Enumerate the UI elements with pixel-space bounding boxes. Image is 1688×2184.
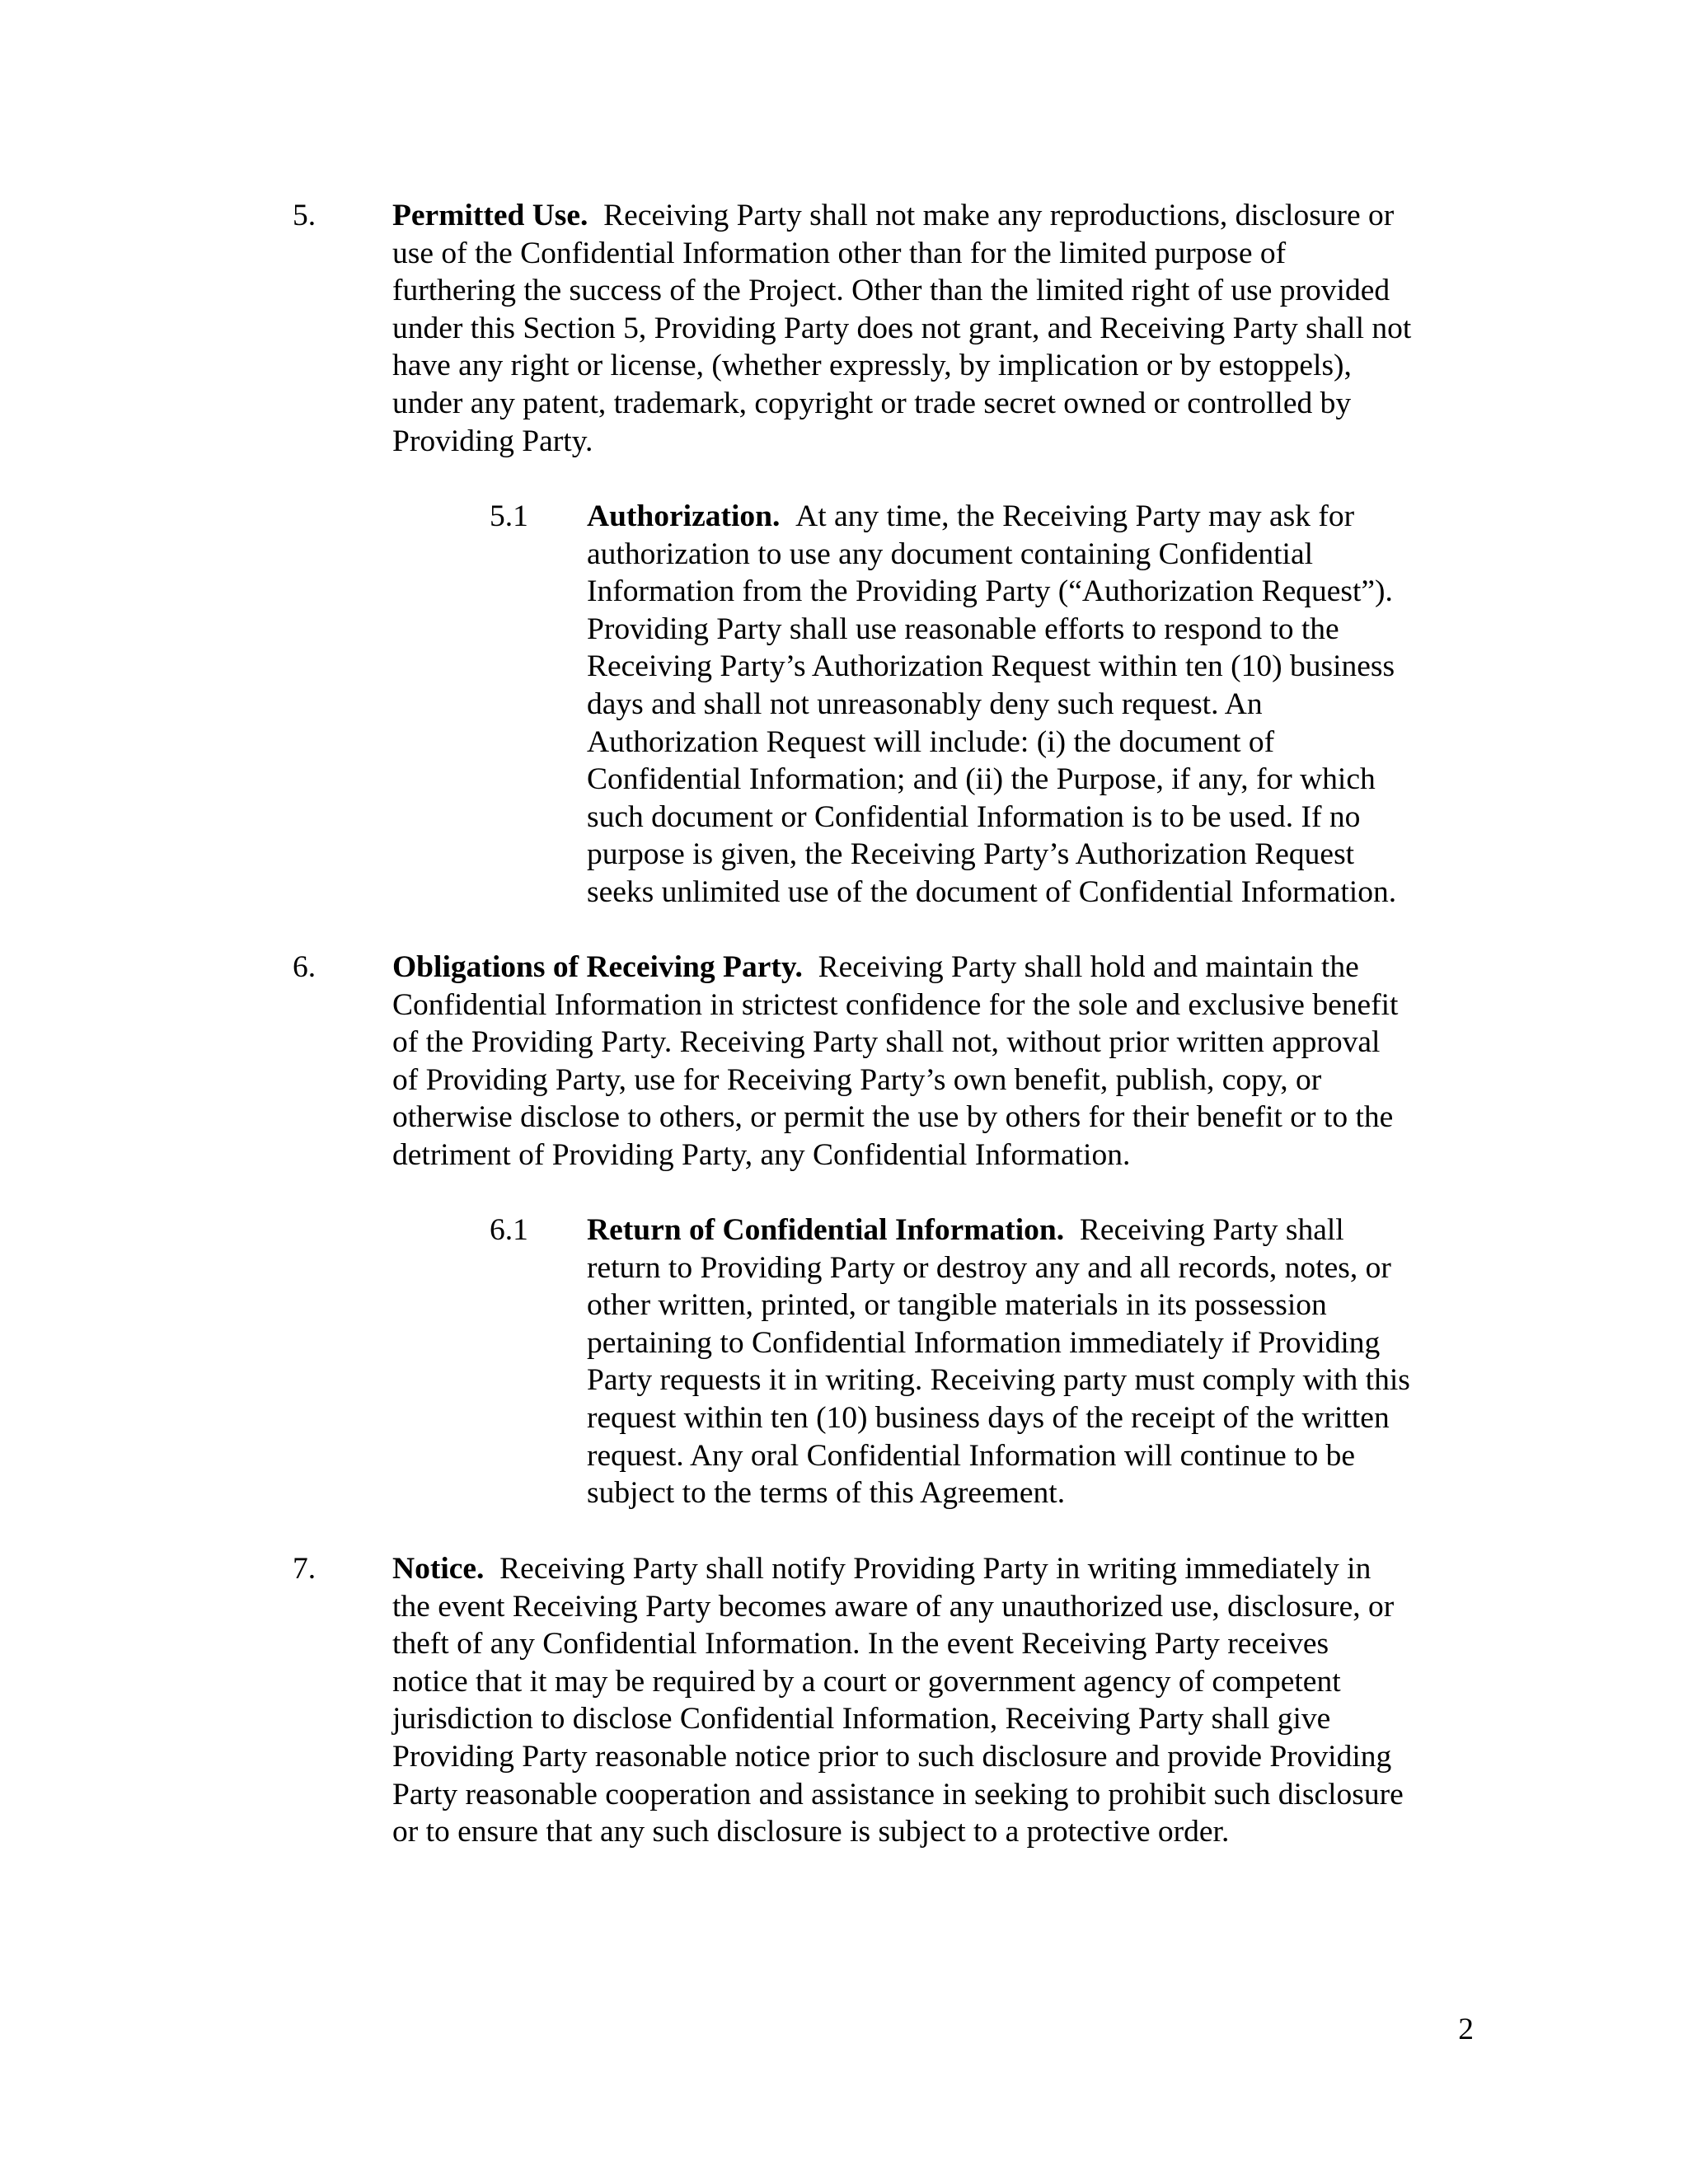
section-line: Confidential Information; and (ii) the Purpose, if any, for which bbox=[587, 762, 1376, 797]
section-line: notice that it may be required by a court or government agency of competent bbox=[392, 1664, 1341, 1699]
section-line: days and shall not unreasonably deny such request. An bbox=[587, 687, 1263, 721]
section-line: Notice. Receiving Party shall notify Providing Party in writing immediately in bbox=[392, 1552, 1372, 1586]
section-line: otherwise disclose to others, or permit the use by others for their benefit or to the bbox=[392, 1100, 1394, 1135]
section-line: Providing Party shall use reasonable efforts to respond to the bbox=[587, 612, 1339, 646]
section-line: seeks unlimited use of the document of Confidential Information. bbox=[587, 874, 1397, 909]
section-line: Authorization Request will include: (i) the document of bbox=[587, 724, 1275, 759]
section-line: other written, printed, or tangible materials in its possession bbox=[587, 1288, 1327, 1323]
section-body bbox=[587, 1212, 1479, 1512]
section-line: Information from the Providing Party (“Authorization Request”). bbox=[587, 574, 1393, 609]
section-body bbox=[587, 498, 1479, 912]
section-line: theft of any Confidential Information. In the event Receiving Party receives bbox=[392, 1627, 1329, 1661]
section-line: request within ten (10) business days of the receipt of the written bbox=[587, 1400, 1390, 1435]
section-number: 6. bbox=[293, 950, 316, 984]
section-heading: Notice. bbox=[392, 1552, 485, 1586]
section-heading: Obligations of Receiving Party. bbox=[392, 950, 803, 984]
section-line: Authorization. At any time, the Receiving Party may ask for bbox=[587, 499, 1355, 533]
section-line: pertaining to Confidential Information immediately if Providing bbox=[587, 1325, 1381, 1360]
section-line: of Providing Party, use for Receiving Party’s own benefit, publish, copy, or bbox=[392, 1062, 1322, 1097]
section-line: Party reasonable cooperation and assistance in seeking to prohibit such disclosure bbox=[392, 1777, 1404, 1811]
section-line: such document or Confidential Information is to be used. If no bbox=[587, 799, 1361, 834]
section-line: Party requests it in writing. Receiving party must comply with this bbox=[587, 1363, 1410, 1398]
section-line: the event Receiving Party becomes aware of any unauthorized use, disclosure, or bbox=[392, 1589, 1395, 1624]
section-line: detriment of Providing Party, any Confidential Information. bbox=[392, 1137, 1131, 1172]
section-number: 6.1 bbox=[490, 1213, 528, 1247]
section-line: Return of Confidential Information. Receiving Party shall bbox=[587, 1213, 1344, 1247]
section-heading: Permitted Use. bbox=[392, 199, 588, 232]
section-line: Obligations of Receiving Party. Receiving Party shall hold and maintain the bbox=[392, 950, 1359, 984]
section-line: Permitted Use. Receiving Party shall not make any reproductions, disclosure or bbox=[392, 199, 1395, 232]
section-line: request. Any oral Confidential Information will continue to be bbox=[587, 1438, 1356, 1473]
section-line: authorization to use any document containing Confidential bbox=[587, 537, 1314, 571]
section-body bbox=[392, 1550, 1479, 1851]
page-number: 2 bbox=[1458, 2013, 1474, 2046]
section-number: 5. bbox=[293, 199, 316, 232]
section-number: 5.1 bbox=[490, 499, 528, 533]
section-line: Providing Party. bbox=[392, 424, 593, 458]
section-line: subject to the terms of this Agreement. bbox=[587, 1476, 1066, 1511]
section-number: 7. bbox=[293, 1552, 316, 1586]
section-line: furthering the success of the Project. Other than the limited right of use provided bbox=[392, 274, 1390, 308]
section-line: have any right or license, (whether expressly, by implication or by estoppels), bbox=[392, 349, 1352, 383]
section-line: of the Providing Party. Receiving Party shall not, without prior written approval bbox=[392, 1025, 1381, 1060]
section-line: jurisdiction to disclose Confidential Information, Receiving Party shall give bbox=[392, 1702, 1331, 1736]
section-line: Providing Party reasonable notice prior to such disclosure and provide Providing bbox=[392, 1739, 1392, 1774]
section-heading: Authorization. bbox=[587, 499, 781, 533]
section-line: return to Providing Party or destroy any and all records, notes, or bbox=[587, 1250, 1391, 1285]
section-line: Confidential Information in strictest confidence for the sole and exclusive benefit bbox=[392, 987, 1399, 1022]
section-line: or to ensure that any such disclosure is subject to a protective order. bbox=[392, 1815, 1230, 1849]
section-line: under this Section 5, Providing Party does not grant, and Receiving Party shall not bbox=[392, 311, 1412, 345]
section-body bbox=[392, 197, 1479, 460]
section-line: purpose is given, the Receiving Party’s Authorization Request bbox=[587, 837, 1355, 872]
section-heading: Return of Confidential Information. bbox=[587, 1213, 1065, 1247]
section-body bbox=[392, 949, 1479, 1174]
section-line: use of the Confidential Information other than for the limited purpose of bbox=[392, 236, 1287, 270]
section-line: under any patent, trademark, copyright or trade secret owned or controlled by bbox=[392, 386, 1352, 420]
section-line: Receiving Party’s Authorization Request within ten (10) business bbox=[587, 649, 1395, 684]
